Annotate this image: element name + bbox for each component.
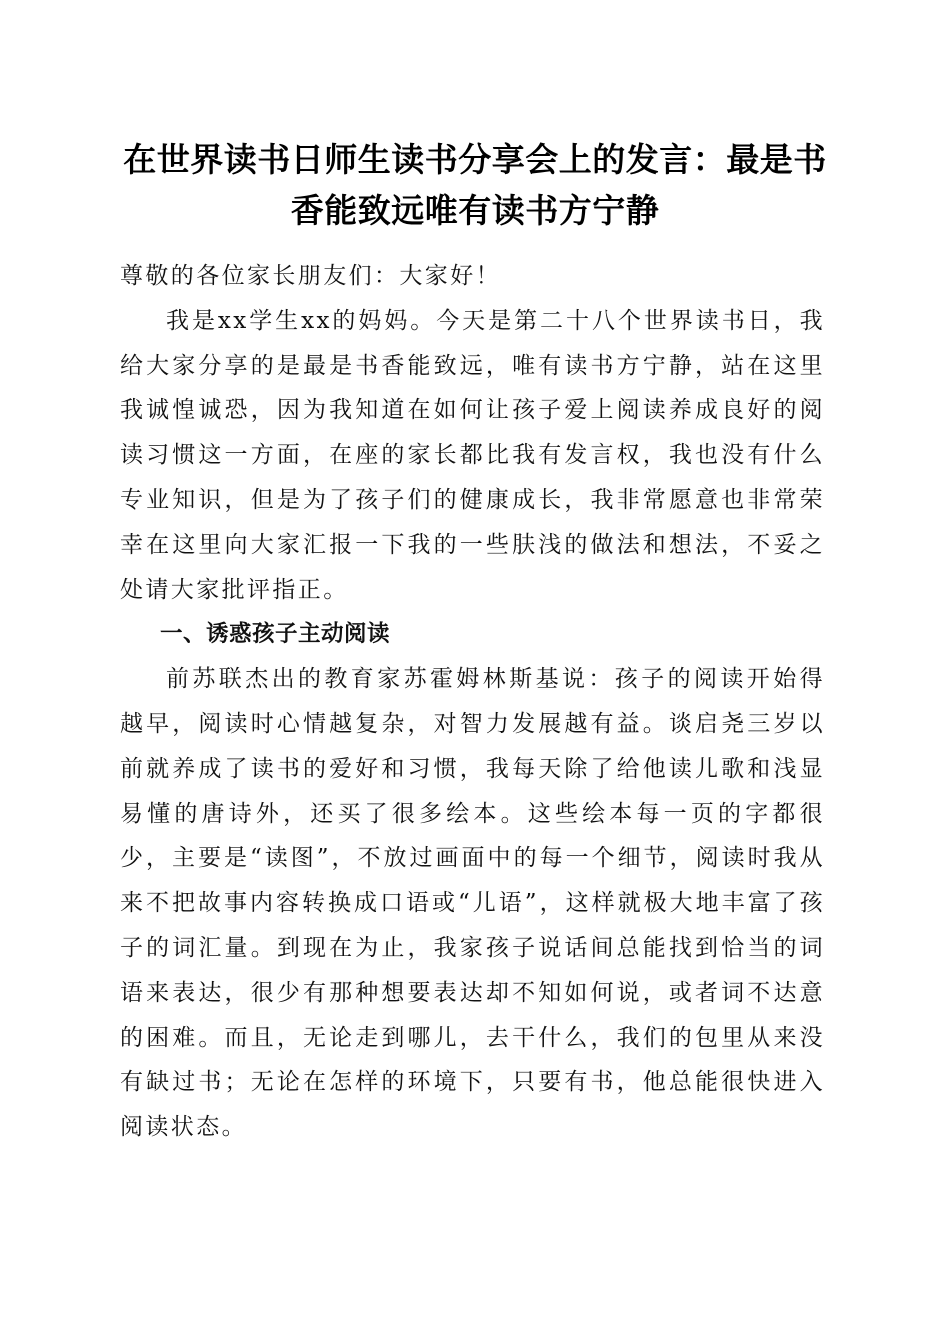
document-body	[120, 254, 825, 1150]
paragraph-intro: 我是xx学生xx的妈妈。今天是第二十八个世界读书日，我给大家分享的是最是书香能致远，唯有读书方宁静，站在这里我诚惶诚恐，因为我知道在如何让孩子爱上阅读养成良好的阅读习惯这一方面，在座的家长都比我有发言权，我也没有什么专业知识，但是为了孩子们的健康成长，我非常愿意也非常荣幸在这里向大家汇报一下我的一些肤浅的做法和想法，不妥之处请大家批评指正。	[120, 307, 825, 603]
section-heading: 一、诱惑孩子主动阅读	[160, 621, 391, 648]
paragraph-section-1: 前苏联杰出的教育家苏霍姆林斯基说：孩子的阅读开始得越早，阅读时心情越复杂，对智力发展越有益。谈启尧三岁以前就养成了读书的爱好和习惯，我每天除了给他读儿歌和浅显易懂的唐诗外，还买了很多绘本。这些绘本每一页的字都很少，主要是“读图”，不放过画面中的每一个细节，阅读时我从来不把故事内容转换成口语或“儿语”，这样就极大地丰富了孩子的词汇量。到现在为止，我家孩子说话间总能找到恰当的词语来表达，很少有那种想要表达却不知如何说，或者词不达意的困难。而且，无论走到哪儿，去干什么，我们的包里从来没有缺过书；无论在怎样的环境下，只要有书，他总能很快进入阅读状态。	[120, 666, 825, 1141]
document-title: 在世界读书日师生读书分享会上的发言：最是书香能致远唯有读书方宁静	[123, 140, 827, 230]
greeting: 尊敬的各位家长朋友们：大家好！	[120, 263, 501, 289]
